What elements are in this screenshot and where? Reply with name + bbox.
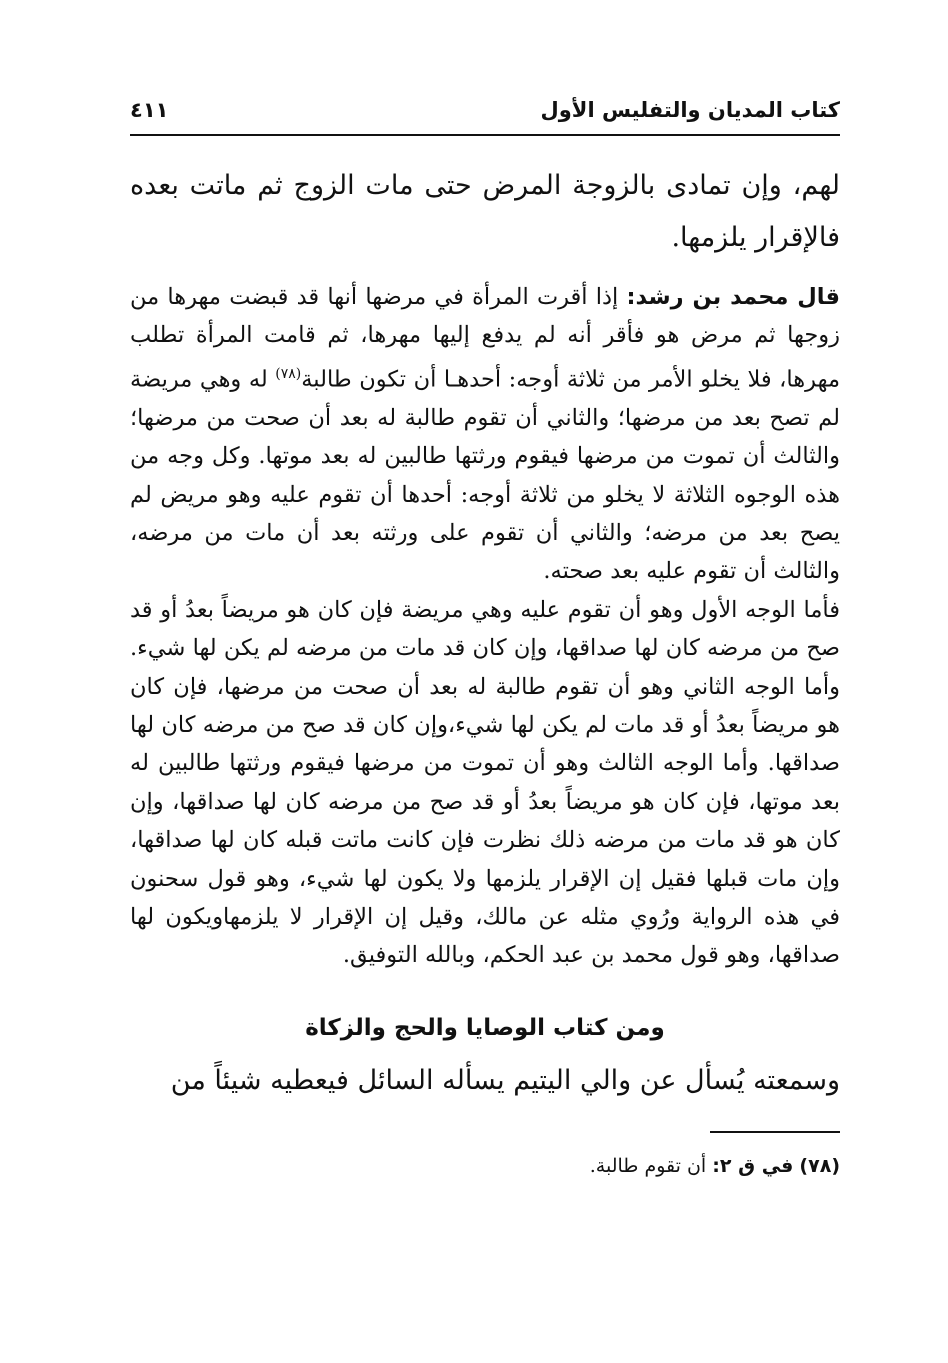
footnote-marker: (٧٨): [799, 1154, 840, 1177]
running-title: كتاب المديان والتفليس الأول: [540, 98, 840, 122]
footnote: [130, 1151, 840, 1181]
lead-paragraph: لهم، وإن تمادى بالزوجة المرض حتى مات الزوج ثم ماتت بعده فالإقرار يلزمها.: [130, 170, 840, 253]
running-header: [130, 90, 840, 136]
commentary-text-after-footnote: له وهي مريضة لم تصح بعد من مرضها؛ والثاني أن تقوم طالبة له بعد أن صحت من مرضها؛ والثالث أن تموت من مرضها فيقوم ورثتها طالبين له بعد موتها. وكل وجه من هذه الوجوه الثلاثة لا يخلو من ثلاثة أوجه: أحدها أن تقوم عليه وهو مريض لم يصح بعد من مرضه؛ والثاني أن تقوم على ورثته بعد أن مات من مرضه، والثالث أن تقوم عليه بعد صحته.: [130, 366, 840, 585]
commentary-text-before-footnote: إذا أقرت المرأة في مرضها أنها قد قبضت مهرها من زوجها ثم مرض هو فأقر أنه لم يدفع إليها مهرها، ثم قامت المرأة تطلب مهرها، فلا يخلو الأمر من ثلاثة أوجه: أحدهـا أن تكون طالبة: [130, 284, 840, 393]
footnote-text: أن تقوم طالبة.: [589, 1154, 707, 1177]
page-number: ٤١١: [130, 98, 169, 122]
commentary-paragraph-1: [130, 278, 840, 591]
speaker-label: قال محمد بن رشد:: [626, 284, 840, 310]
commentary-paragraph-2: فأما الوجه الأول وهو أن تقوم عليه وهي مريضة فإن كان هو مريضاً بعدُ أو قد صح من مرضه كان لها صداقها، وإن كان قد مات من مرضه لم يكن لها شيء. وأما الوجه الثاني وهو أن تقوم طالبة له بعد أن صحت من مرضها، فإن كان هو مريضاً بعدُ أو قد مات لم يكن لها شيء،وإن كان قد صح من مرضه كان لها صداقها. وأما الوجه الثالث وهو أن تموت من مرضها فيقوم ورثتها طالبين له بعد موتها، فإن كان هو مريضاً بعدُ أو قد صح من مرضه كان لها صداقها، وإن كان هو قد مات من مرضه ذلك نظرت فإن كانت ماتت قبله كان لها صداقها، وإن مات قبلها فقيل إن الإقرار يلزمها ولا يكون لها شيء، وهو قول سحنون في هذه الرواية ورُوي مثله عن مالك، وقيل إن الإقرار لا يلزمهاويكون لها صداقها، وهو قول محمد بن عبد الحكم، وبالله التوفيق.: [130, 596, 840, 969]
footnote-divider: [710, 1131, 840, 1133]
section-heading: ومن كتاب الوصايا والحج والزكاة: [305, 1014, 665, 1041]
footnote-source: في ق ٢:: [712, 1154, 794, 1177]
commentary-block: [130, 278, 840, 975]
book-page: [130, 90, 840, 1181]
closing-line: وسمعته يُسأل عن والي اليتيم يسأله السائل فيعطيه شيئاً من: [170, 1064, 840, 1096]
footnote-reference: (٧٨): [275, 365, 302, 382]
